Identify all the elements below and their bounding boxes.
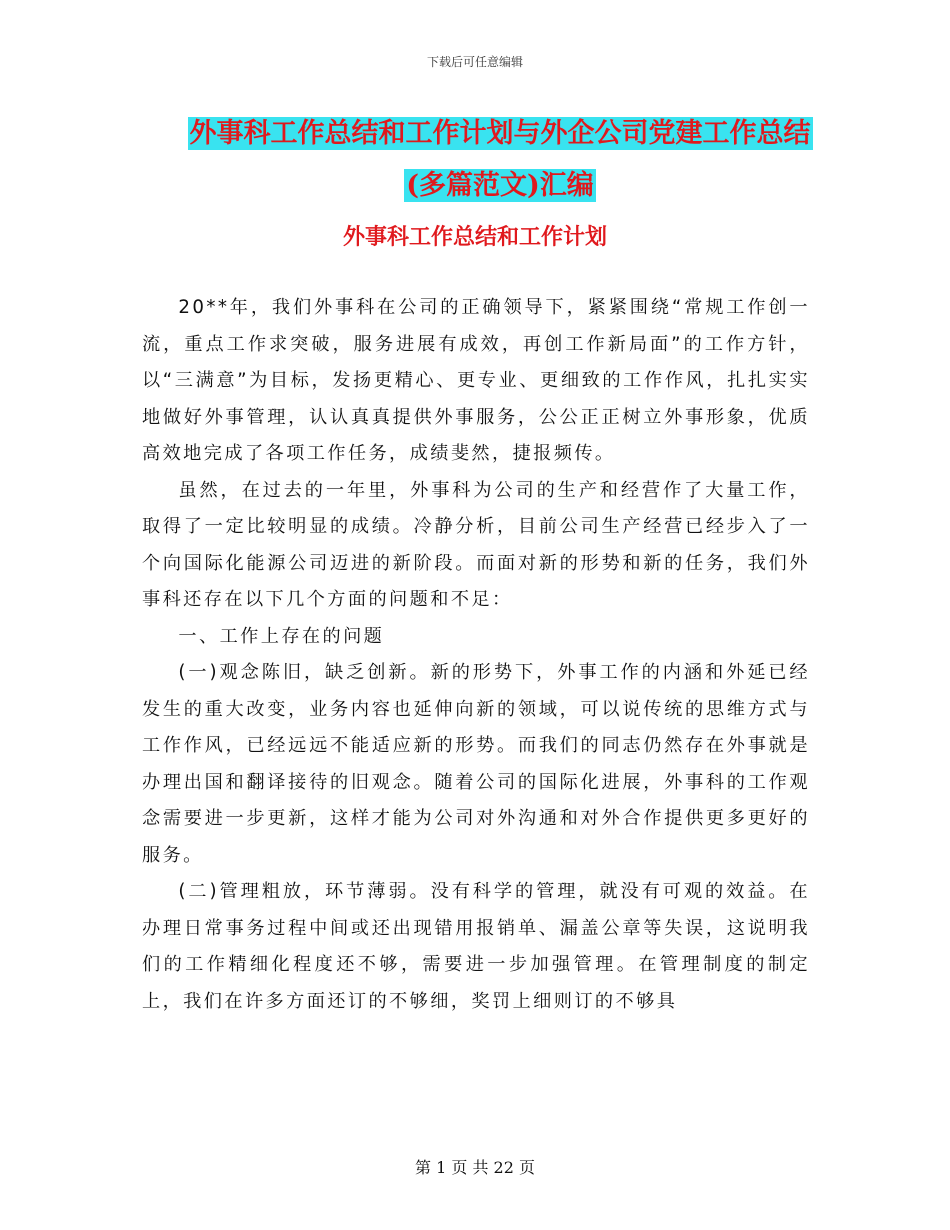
paragraph-2: 虽然，在过去的一年里，外事科为公司的生产和经营作了大量工作，取得了一定比较明显的成绩。冷静分析，目前公司生产经营已经步入了一个向国际化能源公司迈进的新阶段。而面对新的形势和新的任务，我们外事科还存在以下几个方面的问题和不足： bbox=[142, 479, 810, 610]
section-title: 外事科工作总结和工作计划 bbox=[342, 225, 607, 250]
document-title bbox=[150, 108, 850, 212]
header-note: 下载后可任意编辑 bbox=[426, 55, 523, 69]
paragraph-1: 20**年，我们外事科在公司的正确领导下，紧紧围绕“常规工作创一流，重点工作求突破，服务进展有成效，再创工作新局面”的工作方针，以“三满意”为目标，发扬更精心、更专业、更细致的工作作风，扎扎实实地做好外事管理，认认真真提供外事服务，公公正正树立外事形象，优质高效地完成了各项工作任务，成绩斐然，捷报频传。 bbox=[142, 297, 810, 464]
subheading-problems: 一、工作上存在的问题 bbox=[178, 625, 385, 647]
page-number-footer: 第 1 页 共 22 页 bbox=[415, 1158, 535, 1177]
title-highlight-1: 外事科工作总结和工作计划与外企公司党建工作总结 bbox=[189, 118, 811, 149]
paragraph-4: (二)管理粗放，环节薄弱。没有科学的管理，就没有可观的效益。在办理日常事务过程中间或还出现错用报销单、漏盖公章等失误，这说明我们的工作精细化程度还不够，需要进一步加强管理。在管理制度的制定上，我们在许多方面还订的不够细，奖罚上细则订的不够具 bbox=[142, 881, 810, 1012]
document-body bbox=[142, 290, 810, 1020]
document-title-line-2 bbox=[150, 160, 850, 212]
title-highlight-2: (多篇范文)汇编 bbox=[406, 170, 594, 201]
document-title-line-1 bbox=[150, 108, 850, 160]
paragraph-3: (一)观念陈旧，缺乏创新。新的形势下，外事工作的内涵和外延已经发生的重大改变，业务内容也延伸向新的领域，可以说传统的思维方式与工作作风，已经远远不能适应新的形势。而我们的同志仍然存在外事就是办理出国和翻译接待的旧观念。随着公司的国际化进展，外事科的工作观念需要进一步更新，这样才能为公司对外沟通和对外合作提供更多更好的服务。 bbox=[142, 662, 810, 866]
